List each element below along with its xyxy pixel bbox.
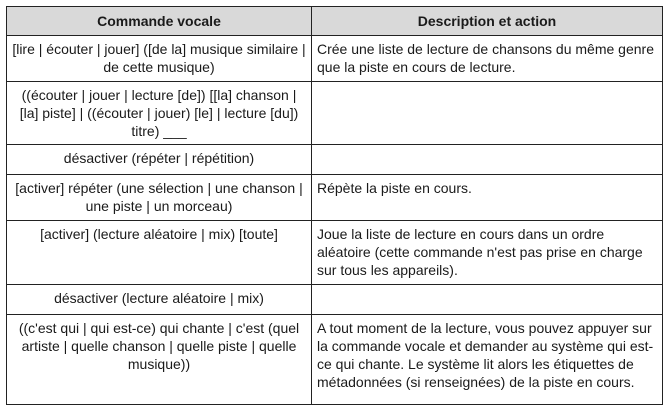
- description-cell: Répète la piste en cours.: [312, 175, 663, 221]
- description-cell: [312, 82, 663, 145]
- table-row: [7, 285, 663, 315]
- table-row: [7, 315, 663, 405]
- description-cell: Crée une liste de lecture de chansons du même genre que la piste en cours de lecture.: [312, 36, 663, 82]
- table-row: [7, 221, 663, 285]
- description-cell: [312, 285, 663, 315]
- table-row: [7, 82, 663, 145]
- table-header-row: [7, 7, 663, 36]
- table-row: [7, 175, 663, 221]
- command-cell: ((écouter | jouer | lecture [de]) [[la] chanson | [la] piste] | ((écouter | jouer) [le] | lecture [du]) titre) ___: [7, 82, 312, 145]
- command-cell: [activer] (lecture aléatoire | mix) [toute]: [7, 221, 312, 285]
- description-cell: [312, 145, 663, 175]
- command-cell: [activer] répéter (une sélection | une chanson | une piste | un morceau): [7, 175, 312, 221]
- command-cell: désactiver (répéter | répétition): [7, 145, 312, 175]
- document-page: [6, 6, 662, 405]
- description-cell: A tout moment de la lecture, vous pouvez appuyer sur la commande vocale et demander au système qui est-ce qui chante. Le système lit alors les étiquettes de métadonnées (si renseignées) de la piste en cours.: [312, 315, 663, 405]
- table-row: [7, 145, 663, 175]
- command-cell: désactiver (lecture aléatoire | mix): [7, 285, 312, 315]
- command-cell: ((c'est qui | qui est-ce) qui chante | c'est (quel artiste | quelle chanson | quelle piste | quelle musique)): [7, 315, 312, 405]
- header-description: Description et action: [312, 7, 663, 36]
- header-command: Commande vocale: [7, 7, 312, 36]
- command-cell: [lire | écouter | jouer] ([de la] musique similaire | de cette musique): [7, 36, 312, 82]
- table-row: [7, 36, 663, 82]
- voice-command-table: [6, 6, 663, 405]
- description-cell: Joue la liste de lecture en cours dans un ordre aléatoire (cette commande n'est pas prise en charge sur tous les appareils).: [312, 221, 663, 285]
